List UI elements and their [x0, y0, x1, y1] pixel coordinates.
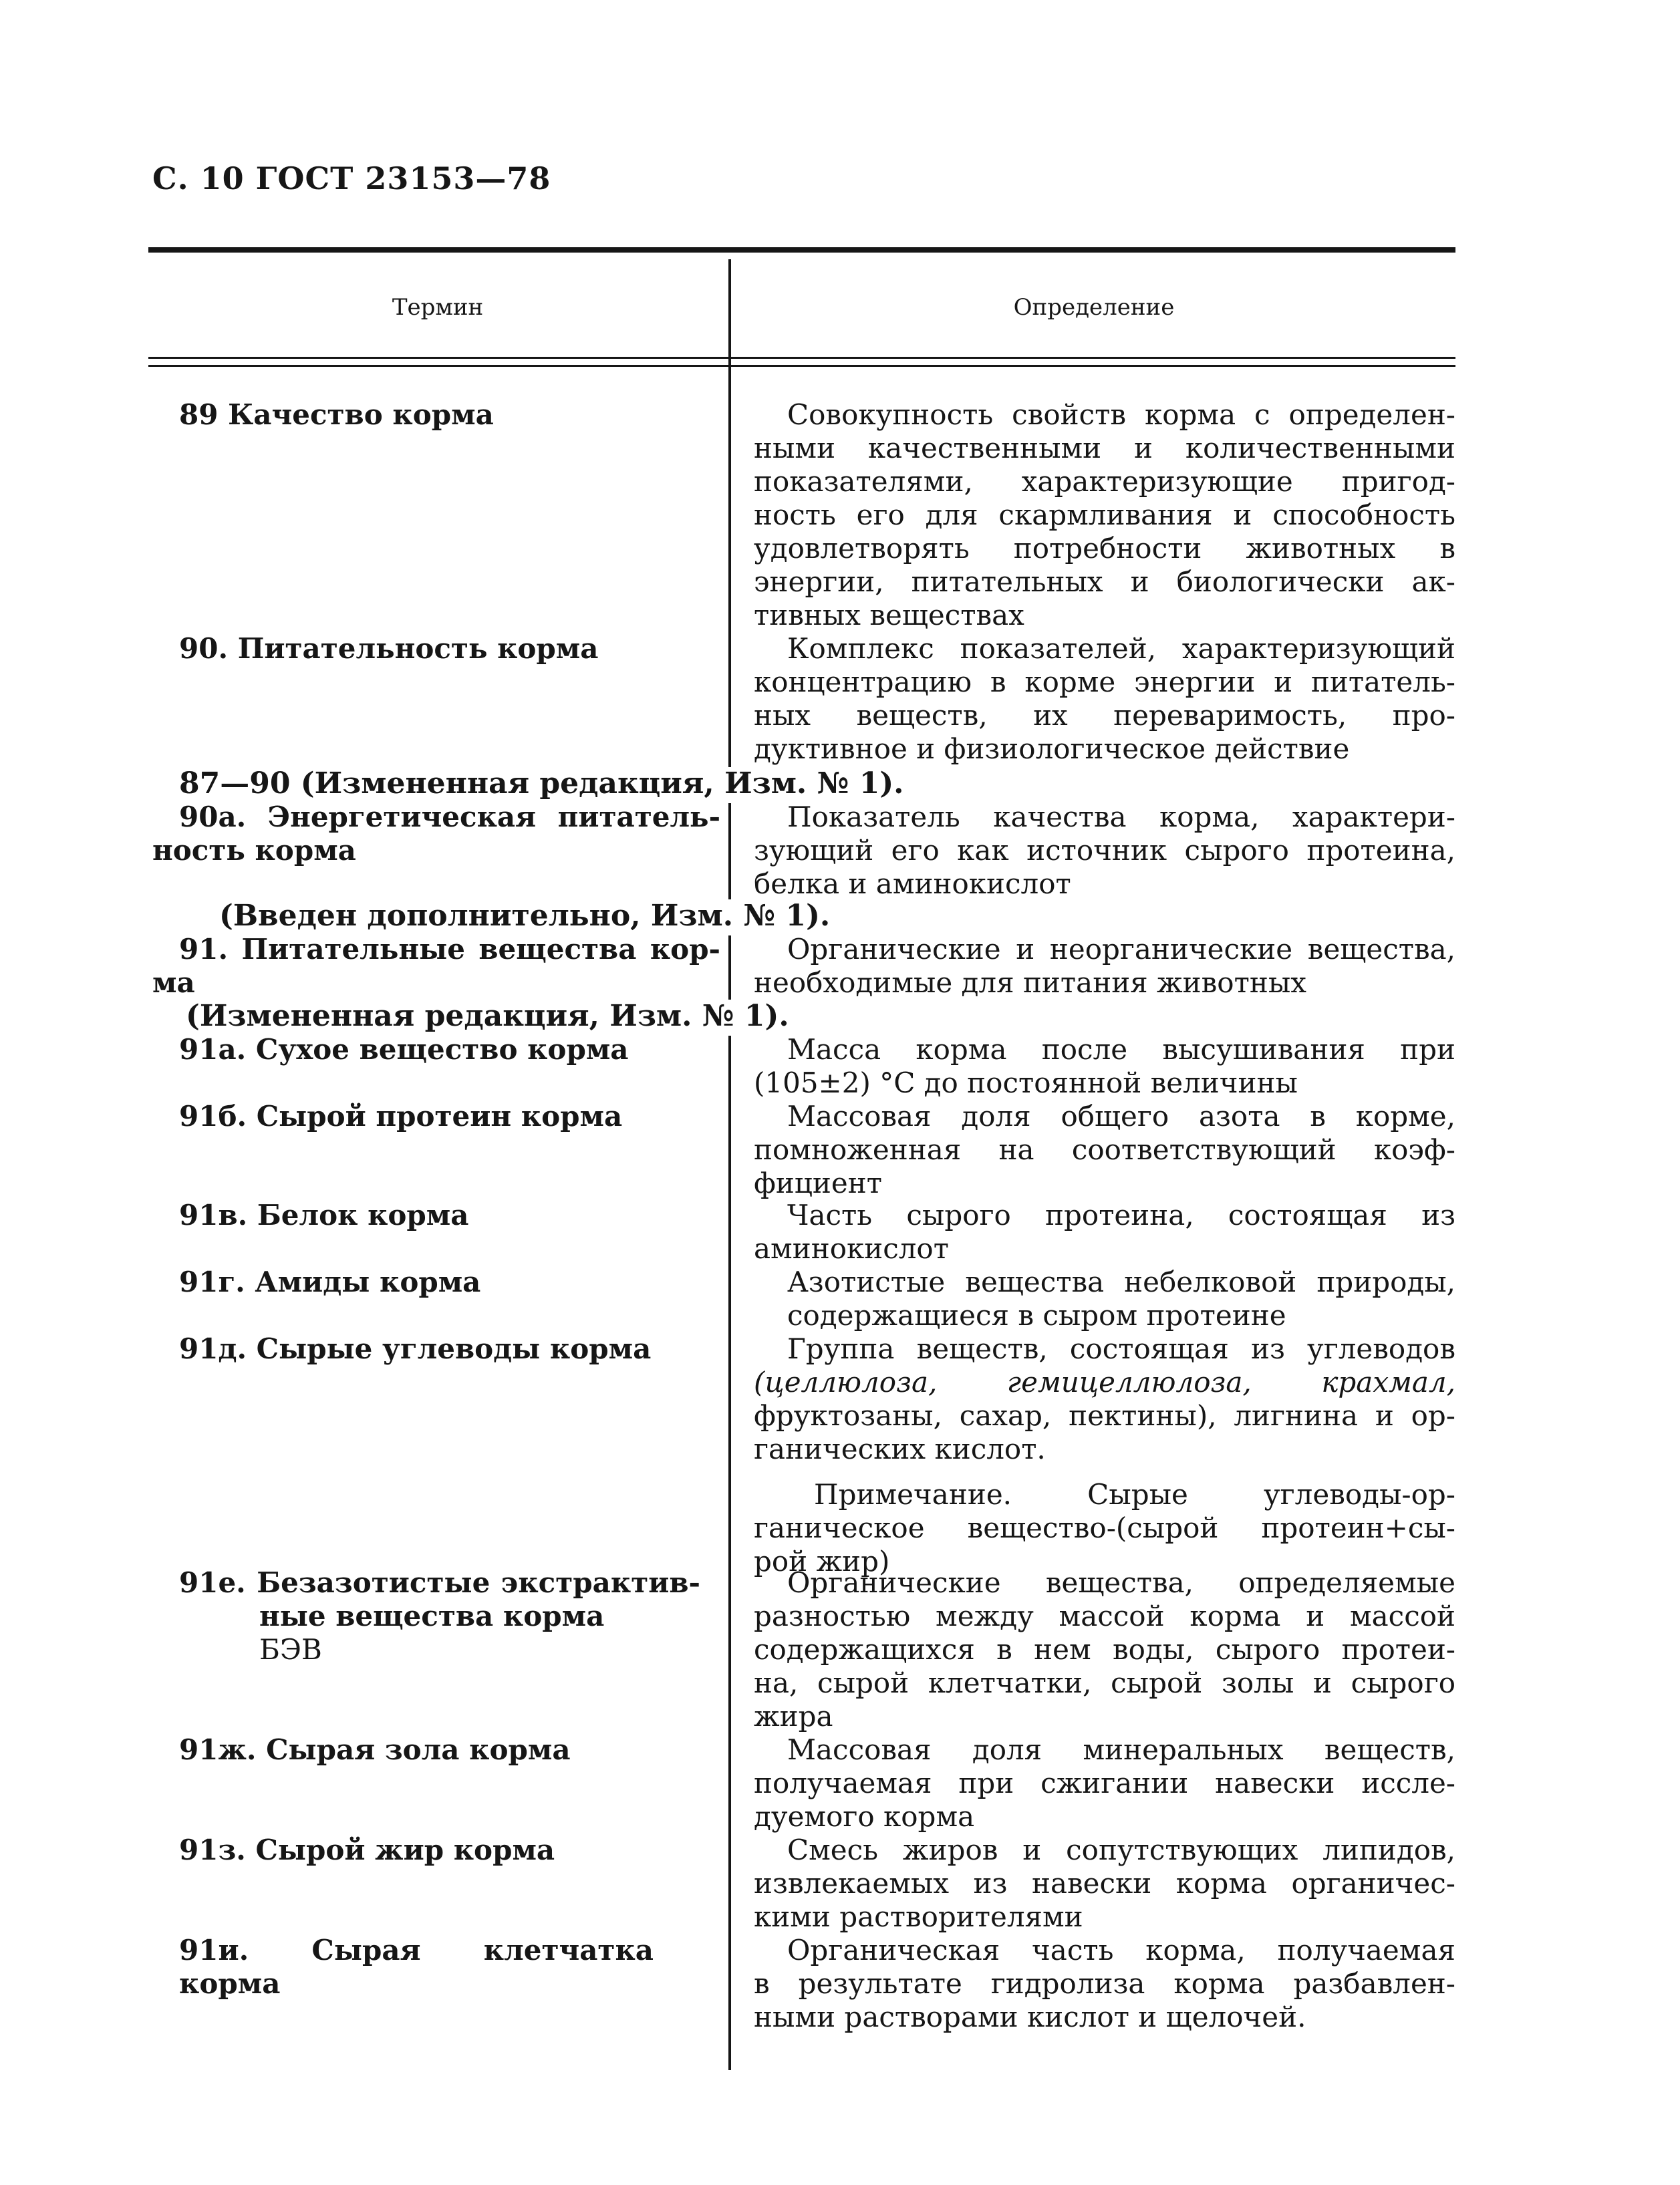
term-91a: 91а. Сухое вещество корма [179, 1033, 629, 1066]
definition-91a [754, 1033, 1455, 1100]
definition-line: Массовая доля общего азота в корме, [787, 1100, 1455, 1133]
amendment-note: 87—90 (Измененная редакция, Изм. № 1). [179, 766, 904, 800]
term-91zh: 91ж. Сырая зола корма [179, 1733, 571, 1766]
definition-91v [754, 1199, 1455, 1266]
term-line: 90а. Энергетическая питатель- [179, 800, 720, 833]
term-91d: 91д. Сырые углеводы корма [179, 1332, 652, 1365]
definition-line: ганических кислот. [754, 1433, 1046, 1465]
definition-line: Группа веществ, состоящая из углеводов [787, 1332, 1455, 1365]
definition-line: Масса корма после высушивания при [787, 1033, 1455, 1066]
definition-line: зующий его как источник сырого протеина, [754, 834, 1455, 867]
definition-91i [754, 1934, 1455, 2034]
term-line: ма [152, 966, 195, 999]
header-rule-2 [148, 365, 1455, 367]
term-line: ность корма [152, 834, 356, 867]
definition-line: дуктивное и физиологическое действие [754, 732, 1350, 765]
definition-line: концентрацию в корме энергии и питатель- [754, 666, 1455, 698]
definition-line: помноженная на соответствующий коэф- [754, 1133, 1455, 1166]
table-top-rule [148, 247, 1455, 253]
term-abbreviation: БЭВ [259, 1633, 322, 1666]
term-89: 89 Качество корма [179, 398, 494, 431]
definition-line: дуемого корма [754, 1800, 975, 1833]
term-90a [152, 800, 720, 867]
definition-line: Комплекс показателей, характеризующий [787, 632, 1455, 665]
term-91 [152, 933, 720, 1000]
definition-line: на, сырой клетчатки, сырой золы и сырого [754, 1666, 1455, 1699]
term-line: 91е. Безазотистые экстрактив- [179, 1566, 700, 1599]
term-91g: 91г. Амиды корма [179, 1266, 481, 1298]
definition-line: содержащихся в нем воды, сырого протеи- [754, 1633, 1455, 1666]
note-line: Примечание. Сырые углеводы-ор- [814, 1478, 1455, 1511]
definition-line: получаемая при сжигании навески иссле- [754, 1767, 1455, 1799]
definition-90a [754, 800, 1455, 901]
term-91b: 91б. Сырой протеин корма [179, 1100, 623, 1133]
definition-line: Часть сырого протеина, состоящая из [787, 1199, 1455, 1231]
definition-line: тивных веществах [754, 599, 1024, 631]
definition-line: (целлюлоза, гемицеллюлоза, крахмал, [754, 1366, 1455, 1399]
definition-line: Органические вещества, определяемые [787, 1566, 1455, 1599]
term-91z: 91з. Сырой жир корма [179, 1834, 555, 1866]
definition-line: Массовая доля минеральных веществ, [787, 1733, 1455, 1766]
definition-line: показателями, характеризующие пригод- [754, 465, 1455, 498]
definition-91 [754, 933, 1455, 1000]
term-91v: 91в. Белок корма [179, 1199, 469, 1231]
definition-line: аминокислот [754, 1232, 949, 1265]
term-90: 90. Питательность корма [179, 632, 599, 665]
definition-91b [754, 1100, 1455, 1200]
column-header-definition: Определение [1013, 294, 1175, 321]
definition-line: Совокупность свойств корма с определен- [787, 398, 1455, 431]
definition-line: ными растворами кислот и щелочей. [754, 2001, 1306, 2033]
definition-line: энергии, питательных и биологически ак- [754, 565, 1455, 598]
definition-91e [754, 1566, 1455, 1733]
definition-91zh [754, 1733, 1455, 1834]
definition-91d [754, 1332, 1455, 1578]
definition-line: извлекаемых из навески корма органичес- [754, 1867, 1455, 1900]
definition-line: Органические и неорганические вещества, [787, 933, 1455, 966]
amendment-note: (Измененная редакция, Изм. № 1). [186, 999, 789, 1033]
amendment-note: (Введен дополнительно, Изм. № 1). [219, 899, 831, 933]
header-rule-1 [148, 357, 1455, 359]
term-line: 91и. Сырая клетчатка корма [179, 1934, 654, 2000]
definition-line: ность его для скармливания и способность [754, 498, 1455, 531]
definition-90 [754, 632, 1455, 766]
column-divider [728, 259, 731, 2070]
definition-line: ных веществ, их переваримость, про- [754, 699, 1455, 732]
term-line: 91. Питательные вещества кор- [179, 933, 720, 966]
column-header-term: Термин [392, 294, 484, 321]
definition-line: Азотистые вещества небелковой природы, [787, 1266, 1455, 1298]
definition-line: необходимые для питания животных [754, 966, 1306, 999]
definition-line: фруктозаны, сахар, пектины), лигнина и ор- [754, 1399, 1455, 1432]
definition-91z [754, 1834, 1455, 1934]
definition-line: (105±2) °С до постоянной величины [754, 1066, 1298, 1099]
definition-89 [754, 398, 1455, 632]
definition-line: белка и аминокислот [754, 867, 1071, 900]
definition-line: разностью между массой корма и массой [754, 1600, 1455, 1632]
definition-line: жира [754, 1700, 833, 1733]
definition-line: удовлетворять потребности животных в [754, 532, 1455, 565]
definition-line: ными качественными и количественными [754, 432, 1455, 464]
term-91e [179, 1566, 700, 1666]
definition-line: содержащиеся в сыром протеине [787, 1299, 1286, 1332]
definition-line: Смесь жиров и сопутствующих липидов, [787, 1834, 1455, 1866]
note-line: рой жир) [754, 1545, 890, 1578]
definition-line: фициент [754, 1167, 882, 1199]
note-line: ганическое вещество-(сырой протеин+сы- [754, 1511, 1455, 1544]
definition-line: Показатель качества корма, характери- [787, 800, 1455, 833]
definition-line: кими растворителями [754, 1900, 1083, 1933]
definition-line: Органическая часть корма, получаемая [787, 1934, 1455, 1966]
term-91i [179, 1934, 654, 2001]
page-header: С. 10 ГОСТ 23153—78 [152, 160, 551, 196]
definition-91g [754, 1266, 1455, 1332]
term-line: ные вещества корма [259, 1600, 605, 1632]
definition-line: в результате гидролиза корма разбавлен- [754, 1967, 1455, 2000]
